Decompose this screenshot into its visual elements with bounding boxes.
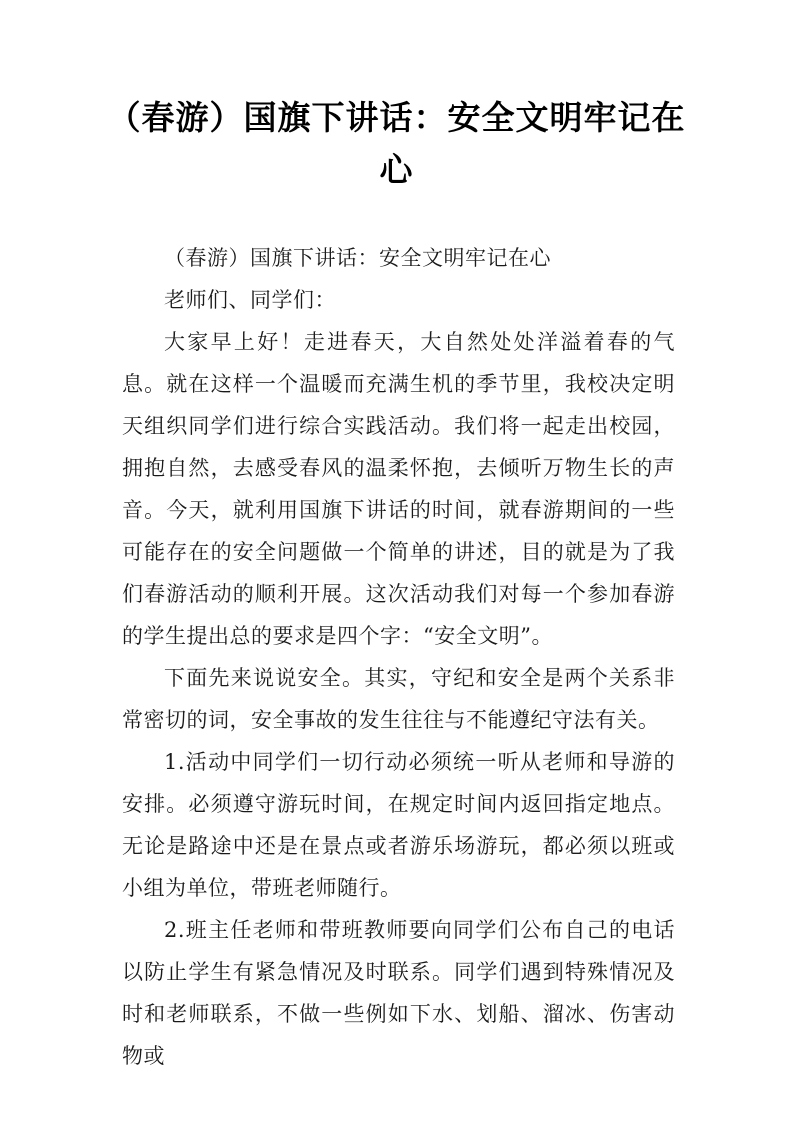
intro-paragraph: 大家早上好！走进春天，大自然处处洋溢着春的气息。就在这样一个温暖而充满生机的季节里，我校决定明天组织同学们进行综合实践活动。我们将一起走出校园，拥抱自然，去感受春风的温柔怀抱，去倾听万物生长的声音。今天，就利用国旗下讲话的时间，就春游期间的一些可能存在的安全问题做一个简单的讲述，目的就是为了我们春游活动的顺利开展。这次活动我们对每一个参加春游的学生提出总的要求是四个字：“安全文明”。 (122, 330, 675, 648)
rule-1-paragraph: 1.活动中同学们一切行动必须统一听从老师和导游的安排。必须遵守游玩时间，在规定时间内返回指定地点。无论是路途中还是在景点或者游乐场游玩，都必须以班或小组为单位，带班老师随行。 (122, 750, 675, 900)
document-title: （春游）国旗下讲话：安全文明牢记在心 (107, 98, 686, 189)
document-body (122, 237, 675, 1077)
safety-paragraph: 下面先来说说安全。其实，守纪和安全是两个关系非常密切的词，安全事故的发生往往与不能遵纪守法有关。 (122, 666, 675, 732)
subtitle-paragraph: （春游）国旗下讲话：安全文明牢记在心 (164, 246, 551, 270)
rule-2-paragraph: 2.班主任老师和带班教师要向同学们公布自己的电话以防止学生有紧急情况及时联系。同学们遇到特殊情况及时和老师联系，不做一些例如下水、划船、溜冰、伤害动物或 (122, 918, 675, 1068)
salutation-paragraph: 老师们、同学们： (164, 288, 336, 312)
